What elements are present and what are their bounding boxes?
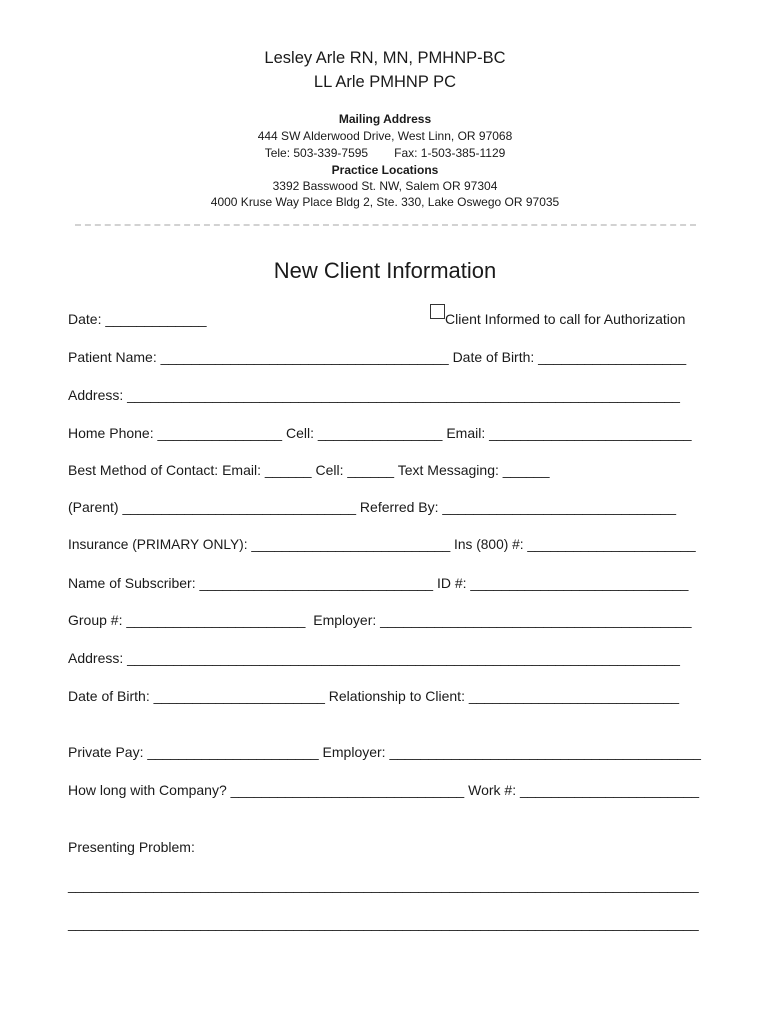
private-pay-employer-field[interactable]: Private Pay: ______________________ Employer: ________________________________________ (68, 744, 701, 760)
company-tenure-work-field[interactable]: How long with Company? ______________________________ Work #: _______________________ (68, 782, 700, 798)
patient-name-dob-field[interactable]: Patient Name: _____________________________________ Date of Birth: ___________________ (68, 349, 687, 365)
mailing-address: 444 SW Alderwood Drive, West Linn, OR 97068 (257, 129, 513, 143)
presenting-problem-line-2[interactable]: _________________________________________________________________________________ (68, 915, 699, 931)
header-divider (75, 224, 696, 226)
presenting-problem-line-1[interactable]: _________________________________________________________________________________ (68, 877, 699, 893)
telephone: Tele: 503-339-7595 (264, 146, 369, 160)
form-title: New Client Information (273, 258, 497, 283)
phones-email-field[interactable]: Home Phone: ________________ Cell: ________________ Email: __________________________ (68, 425, 692, 441)
authorization-checkbox[interactable] (430, 304, 445, 319)
contact-numbers (0, 145, 770, 161)
address-field[interactable]: Address: _______________________________________________________________________ (68, 387, 680, 403)
subscriber-dob-relationship-field[interactable]: Date of Birth: ______________________ Relationship to Client: ___________________________ (68, 688, 680, 704)
practice-locations-heading: Practice Locations (331, 163, 439, 177)
subscriber-address-field[interactable]: Address: _______________________________________________________________________ (68, 650, 680, 666)
company-name: LL Arle PMHNP PC (313, 73, 457, 91)
authorization-label: Client Informed to call for Authorization (445, 311, 686, 327)
presenting-problem-label: Presenting Problem: (68, 839, 195, 855)
authorization-checkbox-row[interactable] (430, 304, 685, 328)
mailing-address-heading: Mailing Address (338, 112, 432, 126)
provider-name: Lesley Arle RN, MN, PMHNP-BC (264, 49, 506, 67)
practice-location-2: 4000 Kruse Way Place Bldg 2, Ste. 330, Lake Oswego OR 97035 (210, 195, 560, 209)
practice-location-1: 3392 Basswood St. NW, Salem OR 97304 (272, 179, 498, 193)
group-employer-field[interactable]: Group #: _______________________ Employer: ________________________________________ (68, 612, 692, 628)
parent-referred-field[interactable]: (Parent) ______________________________ Referred By: ______________________________ (68, 499, 676, 515)
fax: Fax: 1-503-385-1129 (394, 146, 506, 160)
contact-method-field[interactable]: Best Method of Contact: Email: ______ Cell: ______ Text Messaging: ______ (68, 462, 550, 478)
subscriber-id-field[interactable]: Name of Subscriber: ______________________________ ID #: ____________________________ (68, 575, 689, 591)
date-field[interactable]: Date: _____________ (68, 311, 207, 327)
insurance-field[interactable]: Insurance (PRIMARY ONLY): __________________________ Ins (800) #: ______________________ (68, 537, 696, 552)
